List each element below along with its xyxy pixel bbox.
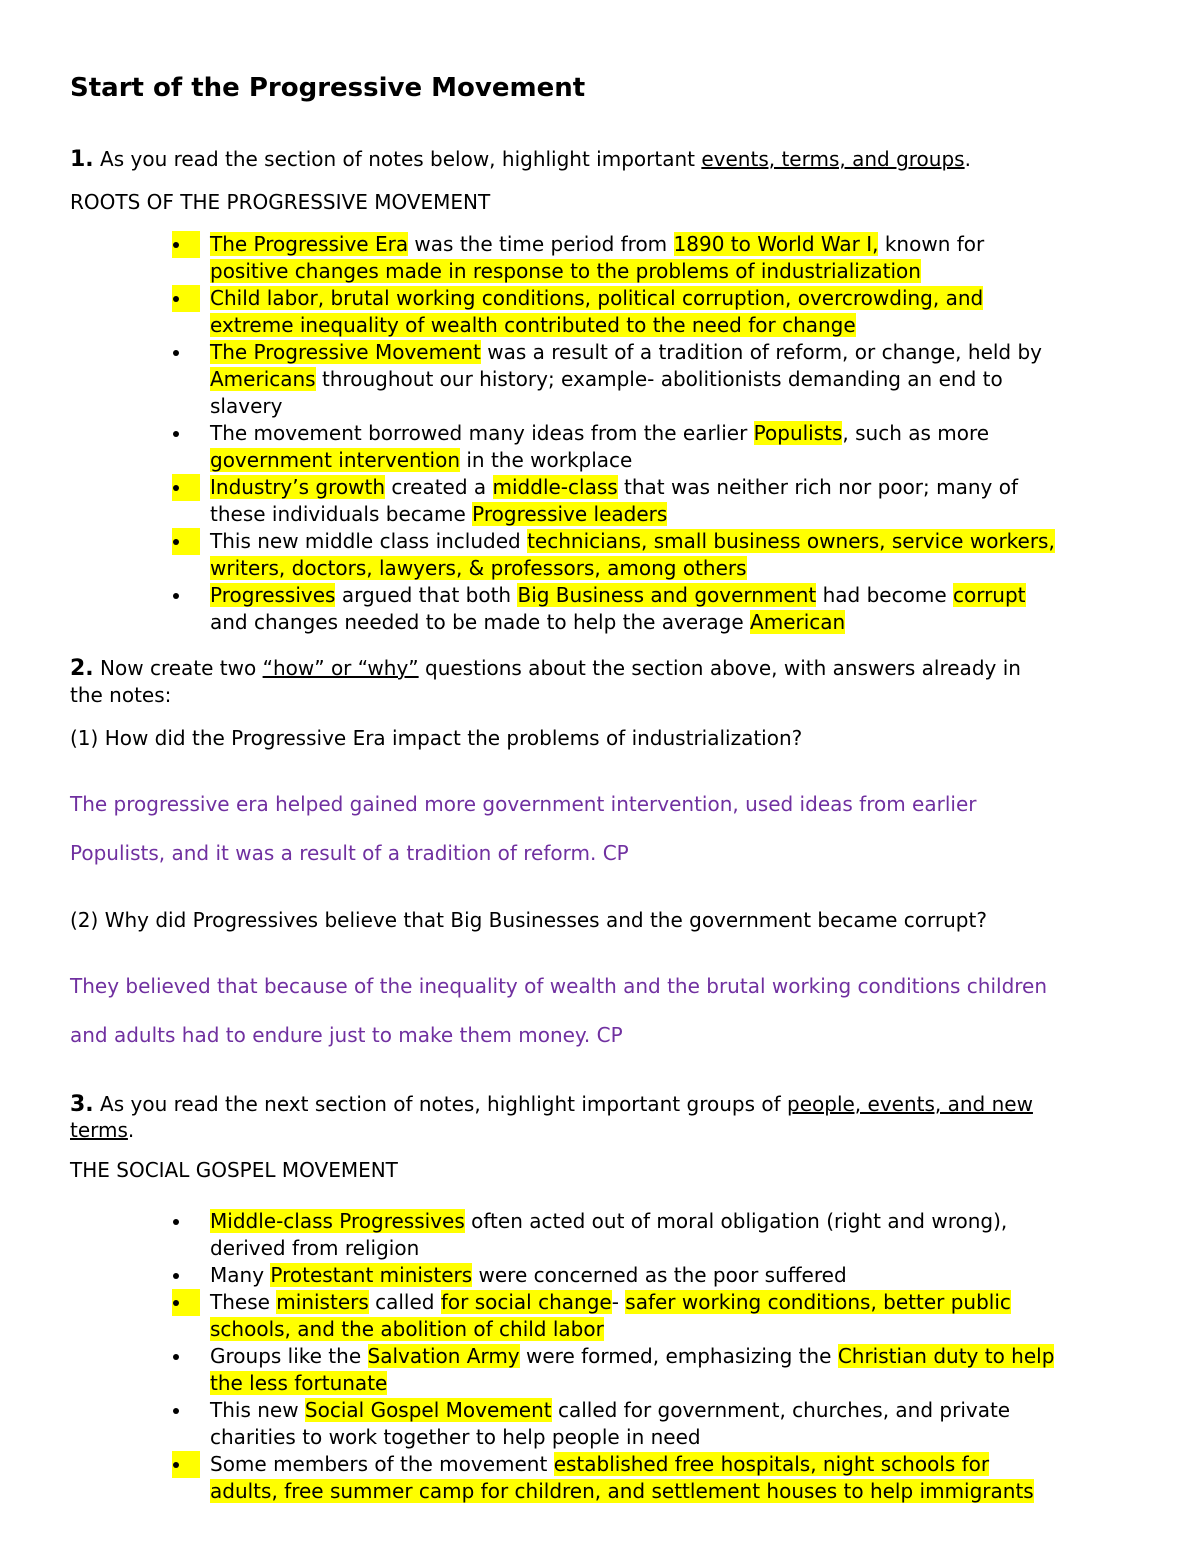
text-segment: These [210,1290,277,1314]
question-number: 3. [70,1092,94,1117]
text-segment: had become [816,583,953,607]
highlighted-text: technicians, small business owners, service workers, [527,529,1055,553]
question-number: 2. [70,656,94,681]
bullet-item [210,1451,1170,1478]
highlighted-text: the less fortunate [210,1371,388,1395]
bullet-icon [172,474,200,501]
text-segment: created a [385,475,493,499]
bullet-item-continuation [210,501,1170,528]
bullet-icon [172,1397,200,1424]
highlighted-text: Child labor, brutal working conditions, political corruption, overcrowding, and [210,286,984,310]
bullet-item [210,285,1170,312]
answer-1-line1: The progressive era helped gained more government intervention, used ideas from earlier [70,792,977,816]
bullet-item [210,1208,1170,1235]
section-heading-social-gospel: THE SOCIAL GOSPEL MOVEMENT [70,1158,398,1182]
text-segment: was the time period from [408,232,674,256]
text-segment: slavery [210,394,283,418]
highlighted-text: Christian duty to help [837,1344,1055,1368]
bullet-item-continuation [210,1370,1170,1397]
text-segment: were formed, emphasizing the [519,1344,838,1368]
bullet-item-continuation [210,555,1170,582]
highlighted-text: adults, free summer camp for children, and settlement houses to help immigrants [210,1479,1034,1503]
social-gospel-bullet-list [210,1208,1170,1505]
highlighted-text: 1890 to World War I, [673,232,879,256]
highlighted-text: American [750,610,846,634]
section-heading-roots: ROOTS OF THE PROGRESSIVE MOVEMENT [70,190,491,214]
bullet-item-continuation [210,1316,1170,1343]
text-segment: were concerned as the poor suffered [472,1263,847,1287]
bullet-item [210,528,1170,555]
bullet-icon [172,1208,200,1235]
text-segment: throughout our history; example- abolitionists demanding an end to [315,367,1003,391]
bullet-icon [172,582,200,609]
underlined-text: events, terms, and groups [701,147,965,171]
bullet-item [210,420,1170,447]
highlighted-text: corrupt [952,583,1026,607]
bullet-icon [172,420,200,447]
highlighted-text: Social Gospel Movement [304,1398,552,1422]
text-segment: , such as more [842,421,990,445]
bullet-item-continuation [210,609,1170,636]
bullet-icon [172,528,200,555]
text-segment: Some members of the movement [210,1452,554,1476]
bullet-item-continuation [210,258,1170,285]
text-segment: was a result of a tradition of reform, or change, held by [480,340,1043,364]
highlighted-text: Populists [753,421,843,445]
sub-question-1: (1) How did the Progressive Era impact the problems of industrialization? [70,726,803,750]
bullet-icon [172,1343,200,1370]
underlined-text: “how” or “why” [262,656,419,680]
bullet-item-continuation [210,447,1170,474]
bullet-item-continuation [210,393,1170,420]
roots-bullet-list [210,231,1170,636]
question-2-line2: the notes: [70,683,172,707]
bullet-item [210,231,1170,258]
bullet-item [210,1262,1170,1289]
highlighted-text: Protestant ministers [270,1263,473,1287]
highlighted-text: positive changes made in response to the problems of industrialization [210,259,921,283]
highlighted-text: writers, doctors, lawyers, & professors, among others [210,556,747,580]
text-segment: The movement borrowed many ideas from the earlier [210,421,754,445]
bullet-item-continuation [210,1235,1170,1262]
answer-2-line2: and adults had to endure just to make them money. CP [70,1023,623,1047]
question-text: As you read the section of notes below, highlight important [100,147,695,171]
text-segment: Groups like the [210,1344,368,1368]
highlighted-text: Big Business and government [517,583,817,607]
bullet-item-continuation [210,1478,1170,1505]
question-3-line2: terms. [70,1118,135,1142]
question-1: 1. As you read the section of notes below, highlight important events, terms, and groups. [70,147,971,172]
bullet-item [210,339,1170,366]
highlighted-text: The Progressive Movement [210,340,481,364]
answer-2-line1: They believed that because of the inequality of wealth and the brutal working conditions children [70,974,1048,998]
bullet-icon [172,1451,200,1478]
text-segment: and changes needed to be made to help the average [210,610,751,634]
highlighted-text: ministers [276,1290,369,1314]
text-segment: derived from religion [210,1236,420,1260]
text-segment: Many [210,1263,271,1287]
bullet-item-continuation [210,1424,1170,1451]
text-segment: - [611,1290,626,1314]
bullet-item [210,1289,1170,1316]
bullet-icon [172,1262,200,1289]
text-segment: argued that both [335,583,518,607]
text-segment: charities to work together to help people in need [210,1425,701,1449]
text-segment: called for government, churches, and private [551,1398,1011,1422]
bullet-item [210,582,1170,609]
highlighted-text: Americans [210,367,316,391]
highlighted-text: Industry’s growth [210,475,385,499]
text-segment: This new middle class included [210,529,528,553]
highlighted-text: Progressives [210,583,336,607]
bullet-item [210,474,1170,501]
question-2: 2. Now create two “how” or “why” questions about the section above, with answers already in [70,656,1021,681]
bullet-item [210,1343,1170,1370]
text-segment: in the workplace [460,448,633,472]
highlighted-text: middle-class [492,475,618,499]
highlighted-text: Progressive leaders [472,502,668,526]
text-segment: called [368,1290,441,1314]
text-segment: This new [210,1398,305,1422]
sub-question-2: (2) Why did Progressives believe that Big Businesses and the government became corrupt? [70,908,987,932]
highlighted-text: government intervention [210,448,461,472]
highlighted-text: established free hospitals, night schools for [553,1452,990,1476]
highlighted-text: The Progressive Era [210,232,409,256]
bullet-icon [172,339,200,366]
highlighted-text: safer working conditions, better public [625,1290,1011,1314]
bullet-icon [172,285,200,312]
question-3: 3. As you read the next section of notes, highlight important groups of people, events, and new [70,1092,1033,1117]
text-segment: often acted out of moral obligation (right and wrong), [464,1209,1008,1233]
highlighted-text: schools, and the abolition of child labor [210,1317,604,1341]
bullet-icon [172,1289,200,1316]
bullet-item-continuation [210,312,1170,339]
highlighted-text: Salvation Army [367,1344,520,1368]
bullet-item-continuation [210,366,1170,393]
highlighted-text: Middle-class Progressives [210,1209,465,1233]
highlighted-text: for social change [440,1290,612,1314]
text-segment: these individuals became [210,502,473,526]
question-number: 1. [70,147,94,172]
underlined-text: people, events, and new [787,1092,1033,1116]
highlighted-text: extreme inequality of wealth contributed to the need for change [210,313,856,337]
text-segment: that was neither rich nor poor; many of [617,475,1019,499]
answer-1-line2: Populists, and it was a result of a tradition of reform. CP [70,841,629,865]
bullet-item [210,1397,1170,1424]
page-title: Start of the Progressive Movement [70,73,586,103]
text-segment: known for [878,232,985,256]
bullet-icon [172,231,200,258]
